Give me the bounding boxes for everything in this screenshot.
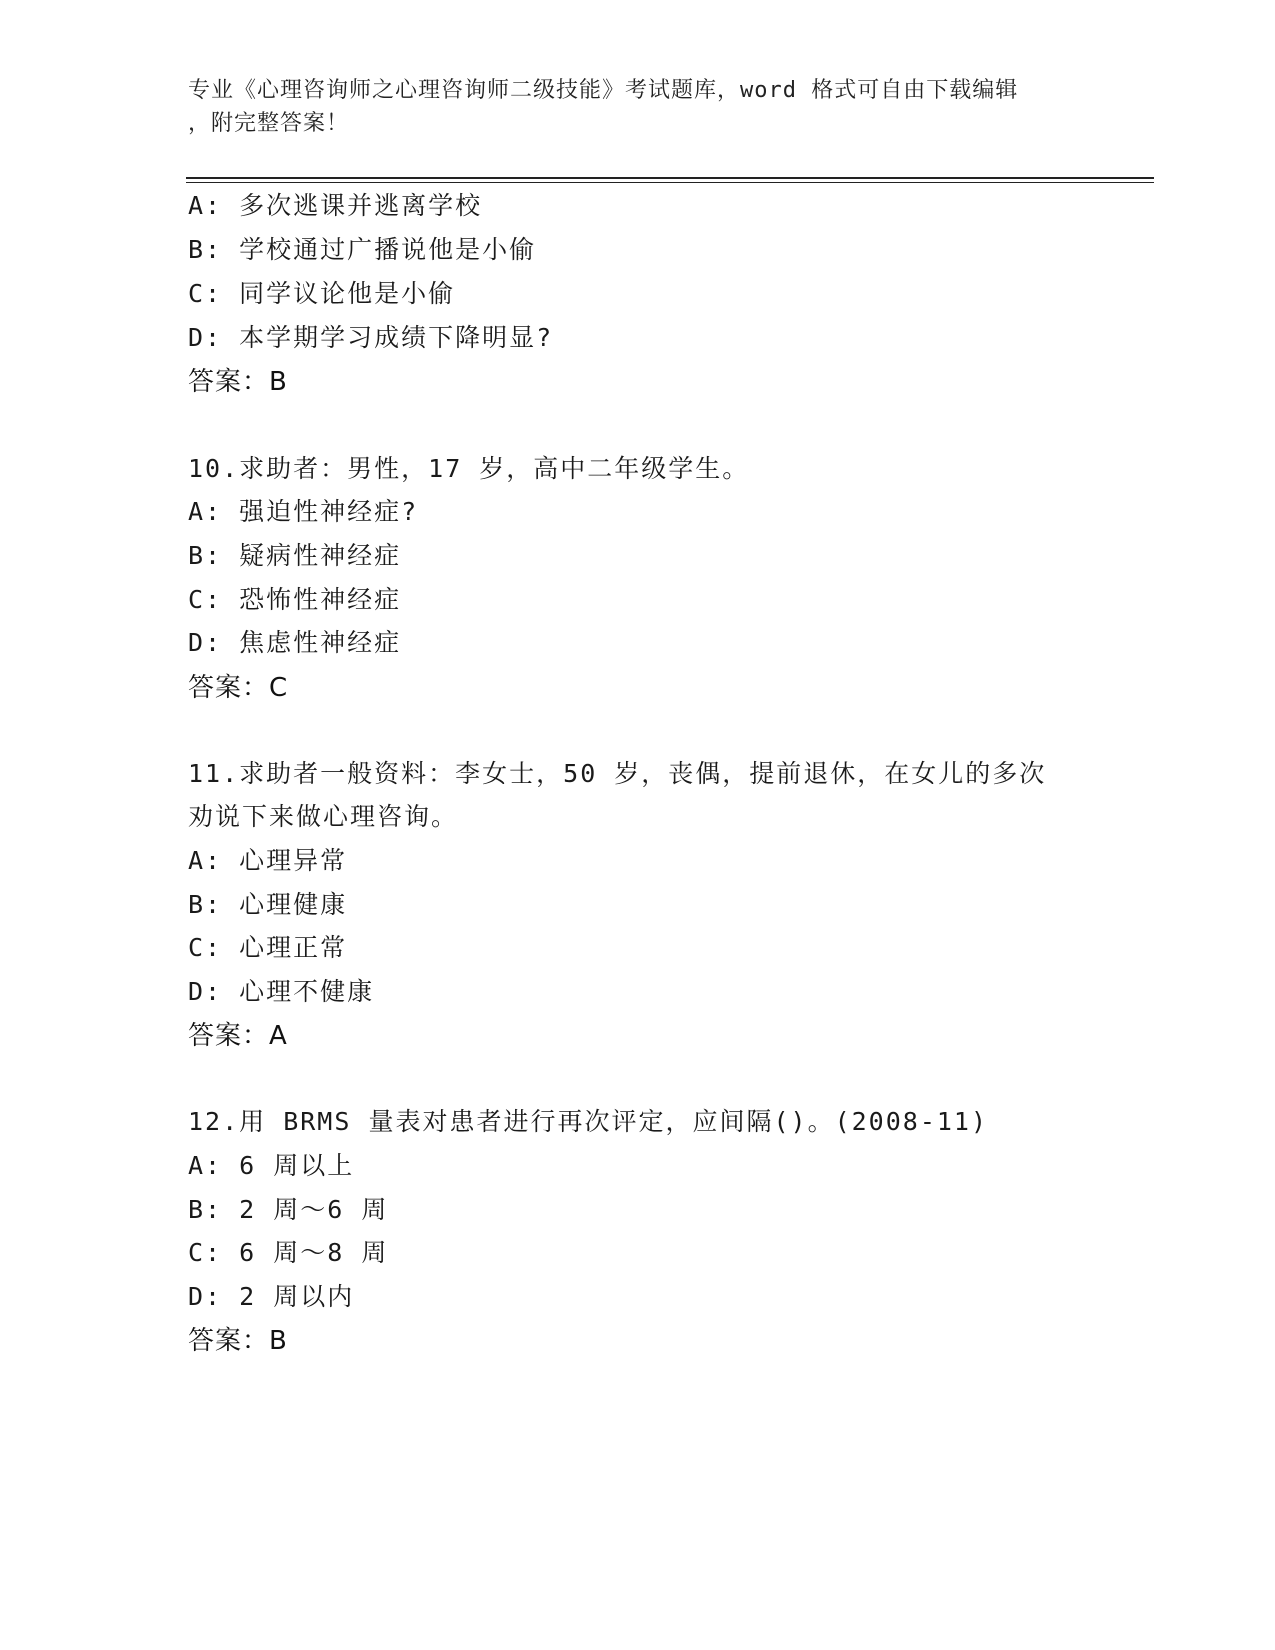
option-c: C: 同学议论他是小偷 bbox=[188, 279, 456, 308]
option-b: B: 心理健康 bbox=[188, 890, 348, 919]
answer: 答案：B bbox=[188, 1326, 288, 1356]
question-text-line-1: 11.求助者一般资料：李女士，50 岁，丧偶，提前退休，在女儿的多次 bbox=[188, 759, 1047, 788]
header-line-1: 专业《心理咨询师之心理咨询师二级技能》考试题库，word 格式可自由下载编辑 bbox=[188, 78, 1019, 103]
option-c: C: 6 周～8 周 bbox=[188, 1238, 389, 1267]
option-b: B: 学校通过广播说他是小偷 bbox=[188, 235, 537, 264]
answer: 答案：B bbox=[188, 367, 288, 397]
header-line-2: ，附完整答案！ bbox=[188, 111, 350, 136]
option-d: D: 本学期学习成绩下降明显? bbox=[188, 323, 554, 352]
option-a: A: 6 周以上 bbox=[188, 1151, 355, 1180]
header-divider-thick bbox=[186, 177, 1154, 179]
option-a: A: 强迫性神经症? bbox=[188, 497, 419, 526]
question-text: 10.求助者：男性，17 岁，高中二年级学生。 bbox=[188, 454, 750, 483]
option-d: D: 心理不健康 bbox=[188, 977, 375, 1006]
option-d: D: 2 周以内 bbox=[188, 1282, 355, 1311]
document-header bbox=[188, 74, 1088, 140]
option-d: D: 焦虑性神经症 bbox=[188, 628, 402, 657]
option-c: C: 心理正常 bbox=[188, 933, 348, 962]
question-text: 12.用 BRMS 量表对患者进行再次评定，应间隔()。(2008-11) bbox=[188, 1107, 989, 1136]
option-b: B: 疑病性神经症 bbox=[188, 541, 402, 570]
answer: 答案：A bbox=[188, 1021, 288, 1051]
question-text-line-2: 劝说下来做心理咨询。 bbox=[188, 802, 459, 831]
option-a: A: 多次逃课并逃离学校 bbox=[188, 191, 483, 220]
option-b: B: 2 周～6 周 bbox=[188, 1195, 389, 1224]
option-a: A: 心理异常 bbox=[188, 846, 348, 875]
option-c: C: 恐怖性神经症 bbox=[188, 585, 402, 614]
header-divider-thin bbox=[186, 182, 1154, 183]
answer: 答案：C bbox=[188, 673, 289, 703]
